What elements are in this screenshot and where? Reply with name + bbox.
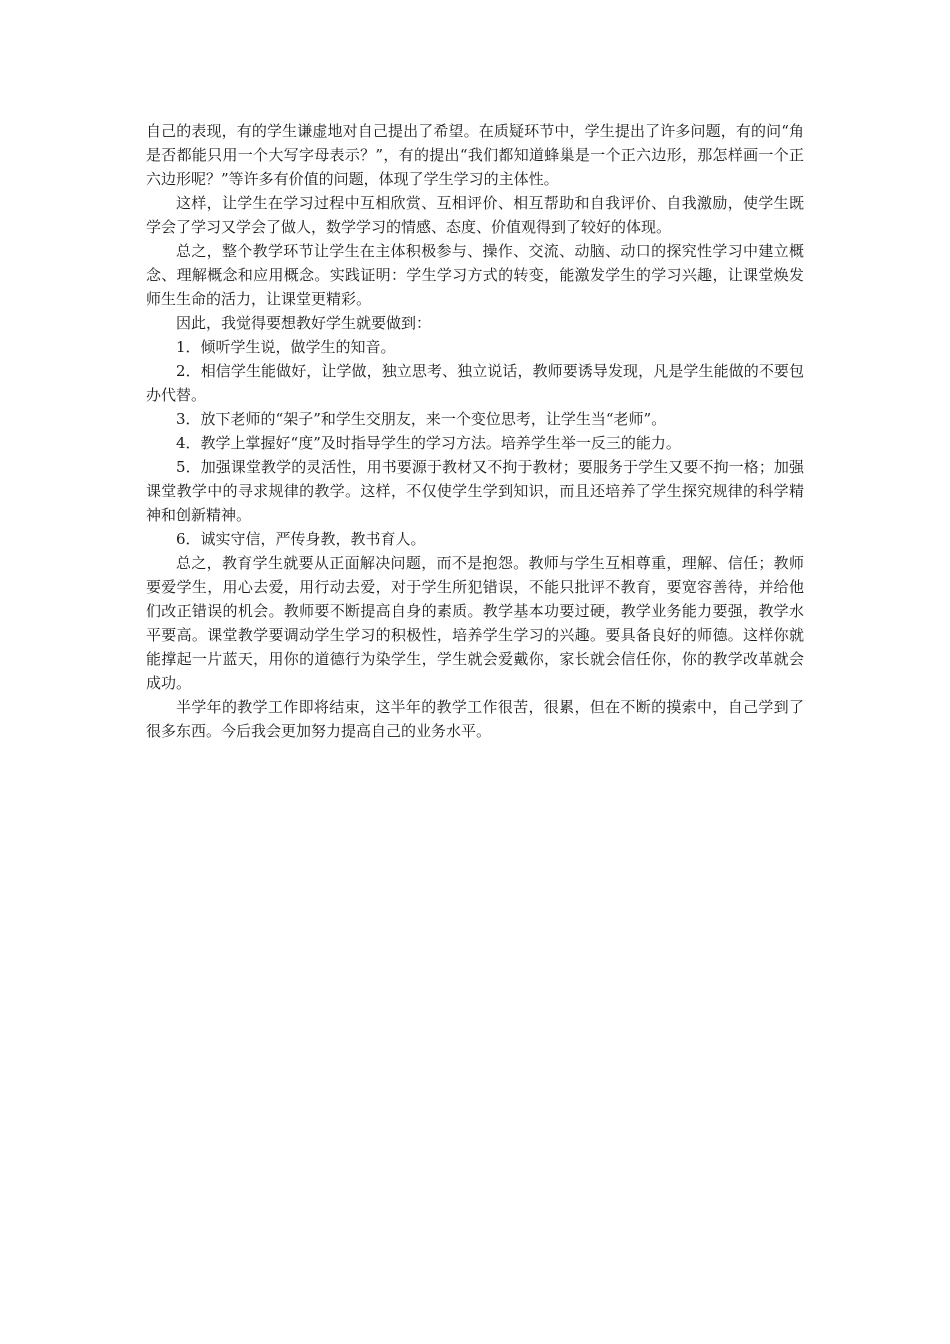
paragraph: 半学年的教学工作即将结束，这半年的教学工作很苦，很累，但在不断的摸索中，自己学到了很多东西。今后我会更加努力提高自己的业务水平。: [146, 698, 804, 740]
paragraph: 这样，让学生在学习过程中互相欣赏、互相评价、相互帮助和自我评价、自我激励，使学生既学会了学习又学会了做人，数学学习的情感、态度、价值观得到了较好的体现。: [146, 194, 804, 236]
list-item: 3．放下老师的“架子”和学生交朋友，来一个变位思考，让学生当“老师”。: [176, 410, 667, 428]
paragraph: 总之，整个教学环节让学生在主体积极参与、操作、交流、动脑、动口的探究性学习中建立概念、理解概念和应用概念。实践证明：学生学习方式的转变，能激发学生的学习兴趣，让课堂焕发师生生命的活力，让课堂更精彩。: [146, 242, 804, 308]
list-item: 6．诚实守信，严传身教，教书育人。: [176, 530, 426, 548]
list-item: 2．相信学生能做好，让学做，独立思考、独立说话，教师要诱导发现，凡是学生能做的不要包办代替。: [146, 362, 804, 404]
list-item: 4．教学上掌握好“度”及时指导学生的学习方法。培养学生举一反三的能力。: [176, 434, 681, 452]
document-body: [146, 119, 804, 743]
paragraph: 总之，教育学生就要从正面解决问题，而不是抱怨。教师与学生互相尊重，理解、信任；教师要爱学生，用心去爱，用行动去爱，对于学生所犯错误，不能只批评不教育，要宽容善待，并给他们改正错误的机会。教师要不断提高自身的素质。教学基本功要过硬，教学业务能力要强，教学水平要高。课堂教学要调动学生学习的积极性，培养学生学习的兴趣。要具备良好的师德。这样你就能撑起一片蓝天，用你的道德行为染学生，学生就会爱戴你，家长就会信任你，你的教学改革就会成功。: [146, 554, 804, 692]
paragraph-continued: 自己的表现，有的学生谦虚地对自己提出了希望。在质疑环节中，学生提出了许多问题，有的问“角是否都能只用一个大写字母表示？”，有的提出“我们都知道蜂巢是一个正六边形，那怎样画一个正六边形呢？”等许多有价值的问题，体现了学生学习的主体性。: [146, 122, 804, 188]
list-item: 5．加强课堂教学的灵活性，用书要源于教材又不拘于教材；要服务于学生又要不拘一格；加强课堂教学中的寻求规律的教学。这样，不仅使学生学到知识，而且还培养了学生探究规律的科学精神和创新精神。: [146, 458, 804, 524]
paragraph: 因此，我觉得要想教好学生就要做到：: [176, 314, 432, 332]
list-item: 1．倾听学生说，做学生的知音。: [176, 338, 396, 356]
